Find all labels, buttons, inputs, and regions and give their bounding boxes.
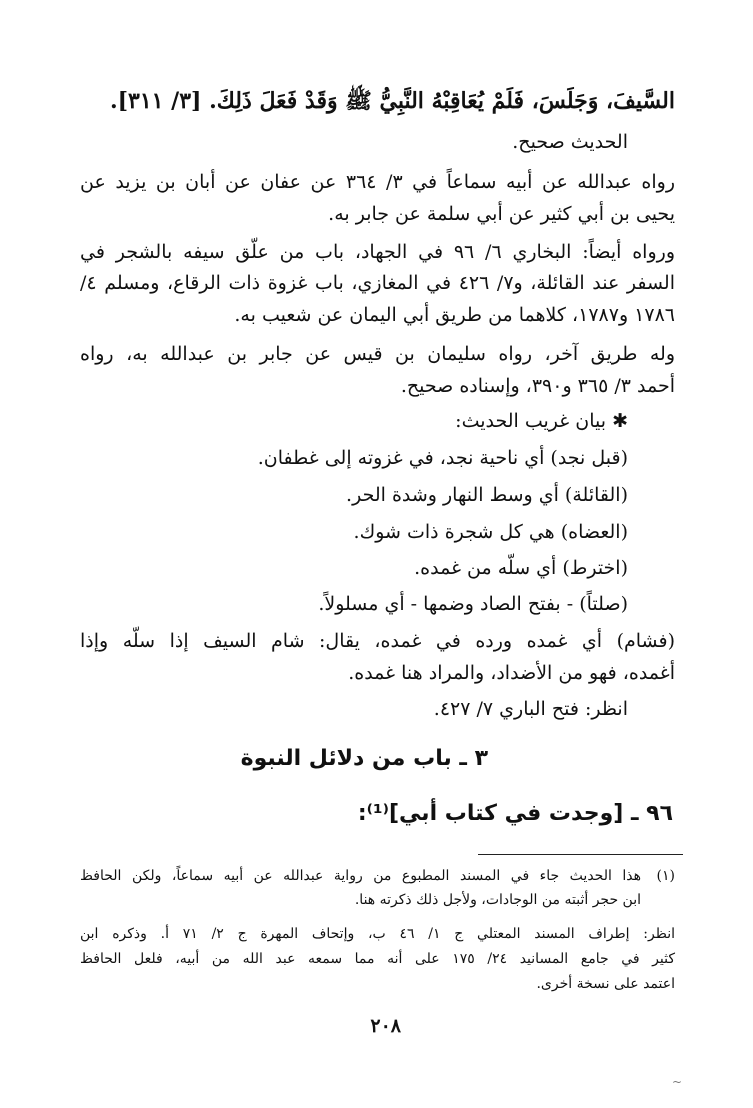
fasham-line-1: (فشام) أي غمده ورده في غمده، يقال: شام السيف إذا سلّه وإذا — [80, 630, 675, 652]
footnote-marker: (١) — [656, 868, 675, 884]
para3-line-2: أحمد ٣/ ٣٦٥ و٣٩٠، وإسناده صحيح. — [400, 375, 675, 397]
footnote-ref-line: اعتمد على نسخة أخرى. — [536, 976, 675, 992]
para2-line-1: ورواه أيضاً: البخاري ٦/ ٩٦ في الجهاد، باب من علّق سيفه بالشجر في — [80, 241, 675, 263]
hadith-quote-line: السَّيفَ، وَجَلَسَ، فَلَمْ يُعَاقِبْهُ النَّبِيُّ ﷺ وَقَدْ فَعَلَ ذَلِكَ. [٣/ ٣١١]. — [109, 88, 675, 114]
grading-text: الحديث صحيح. — [512, 131, 628, 153]
footnote-line: ابن حجر أثبته من الوجادات، ولأجل ذلك ذكرته هنا. — [354, 892, 641, 908]
gharib-item: (اخترط) أي سلّه من غمده. — [414, 557, 628, 579]
para3-line-1: وله طريق آخر، رواه سليمان بن قيس عن جابر بن عبدالله به، رواه — [80, 343, 675, 365]
see-also-reference: انظر: فتح الباري ٧/ ٤٢٧. — [433, 698, 628, 720]
gharib-item: (القائلة) أي وسط النهار وشدة الحر. — [346, 484, 628, 506]
gharib-item: (قبل نجد) أي ناحية نجد، في غزوته إلى غطفان. — [257, 447, 628, 469]
footnote-separator — [478, 854, 683, 855]
footnote-line: هذا الحديث جاء في المسند المطبوع من رواية عبدالله عن أبيه سماعاً، ولكن الحافظ — [80, 868, 641, 884]
para1-line-1: رواه عبدالله عن أبيه سماعاً في ٣/ ٣٦٤ عن عفان عن أبان بن يزيد عن — [80, 171, 676, 193]
footnote-ref-line: انظر: إطراف المسند المعتلي ج ١/ ٤٦ ب، وإتحاف المهرة ج ٢/ ٧١ أ. وذكره ابن — [80, 926, 675, 942]
gharib-item: (صلتاً) - بفتح الصاد وضمها - أي مسلولاً. — [318, 593, 628, 615]
footnote-ref-line: كثير في جامع المسانيد ٢٤/ ١٧٥ على أنه مما سمعه عبد الله من أبيه، فلعل الحافظ — [80, 951, 675, 967]
para2-line-2: السفر عند القائلة، و٧/ ٤٢٦ في المغازي، باب غزوة ذات الرقاع، ومسلم ٤/ — [80, 272, 675, 294]
para1-line-2: يحيى بن أبي كثير عن أبي سلمة عن جابر به. — [328, 203, 675, 225]
corner-mark: ~ — [672, 1075, 683, 1089]
para2-line-3: ١٧٨٦ و١٧٨٧، كلاهما من طريق أبي اليمان عن شعيب به. — [234, 304, 675, 326]
gharib-title: ✱ بيان غريب الحديث: — [455, 410, 628, 432]
page-number: ٢٠٨ — [370, 1015, 401, 1037]
fasham-line-2: أغمده، فهو من الأضداد، والمراد هنا غمده. — [348, 662, 675, 684]
hadith-number-line: ٩٦ ـ [وجدت في كتاب أبي]⁽¹⁾: — [357, 801, 673, 826]
gharib-item: (العضاه) هي كل شجرة ذات شوك. — [353, 521, 628, 543]
chapter-heading: ٣ ـ باب من دلائل النبوة — [240, 746, 488, 771]
